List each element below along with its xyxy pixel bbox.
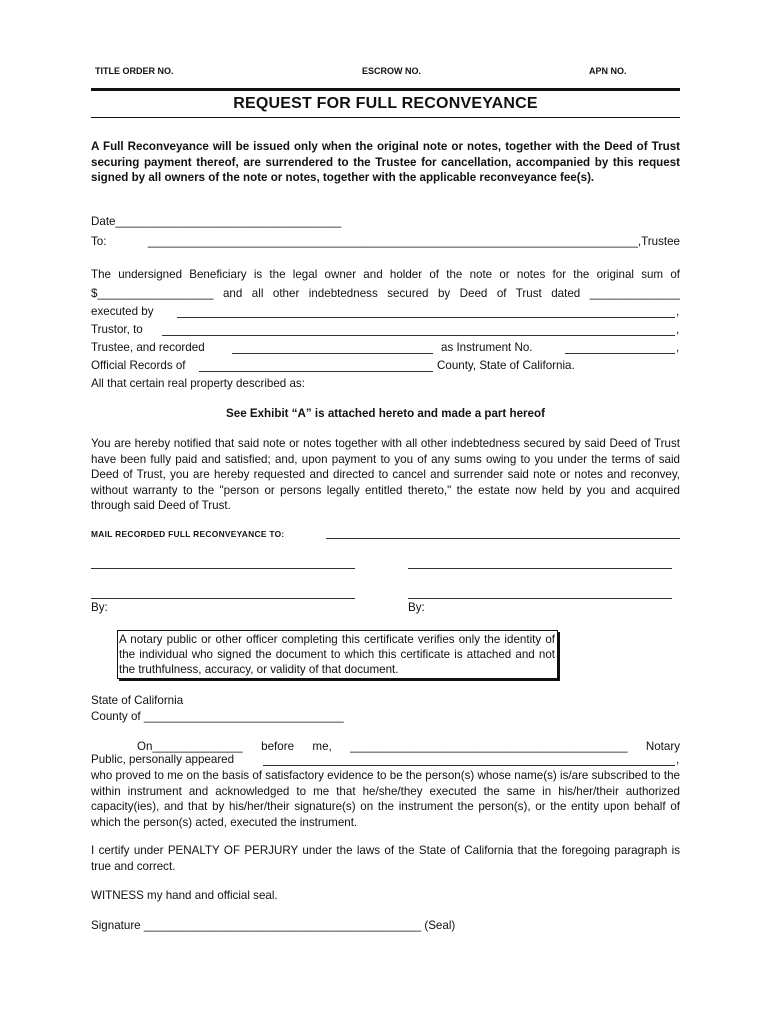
proof-paragraph: who proved to me on the basis of satisfactory evidence to be the person(s) whose name(s) is/are subscribed to the within instrument and acknowledged to me that he/she/they executed the same in his/her/their authorized capacity(ies), and that by his/her/their signature(s) on the instrument the person(s), or the entity upon behalf of which the person(s) acted, executed the instrument. — [91, 769, 680, 829]
sum-and-date-field[interactable]: $__________________ and all other indebtedness secured by Deed of Trust dated ______________ — [91, 287, 680, 300]
intro-paragraph: A Full Reconveyance will be issued only when the original note or notes, together with the Deed of Trust securing payment thereof, are surrendered to the Trustee for cancellation, accompanied by this request signed by all owners of the note or notes, together with the applicable reconveyance fee(s). — [91, 140, 680, 185]
signature-line-right-2[interactable] — [408, 598, 672, 599]
property-description-label: All that certain real property described as: — [91, 377, 305, 390]
notary-on-line[interactable]: On______________ before me, ___________________________________________ Notary — [137, 740, 680, 753]
signature-line-left-1[interactable] — [91, 568, 355, 569]
exhibit-notice: See Exhibit “A” is attached hereto and made a part hereof — [226, 407, 545, 420]
mail-to-field[interactable] — [326, 538, 680, 539]
instrument-label: as Instrument No. — [441, 341, 533, 354]
personally-appeared-label: Public, personally appeared — [91, 753, 235, 766]
personally-appeared-field[interactable] — [263, 765, 675, 766]
trustor-comma: , — [676, 323, 680, 336]
perjury-paragraph: I certify under PENALTY OF PERJURY under the laws of the State of California that the foregoing paragraph is true and correct. — [91, 844, 680, 873]
title-order-label: TITLE ORDER NO. — [95, 66, 174, 76]
by-label-left: By: — [91, 601, 108, 614]
instrument-number-field[interactable] — [565, 353, 675, 354]
signature-seal-field[interactable]: Signature ___________________________________________ (Seal) — [91, 919, 456, 932]
by-label-right: By: — [408, 601, 425, 614]
witness-line: WITNESS my hand and official seal. — [91, 889, 278, 902]
executed-by-comma: , — [676, 305, 680, 318]
trustee-recorded-label: Trustee, and recorded — [91, 341, 205, 354]
official-records-label: Official Records of — [91, 359, 186, 372]
apn-label: APN NO. — [589, 66, 627, 76]
notary-disclaimer-box: A notary public or other officer completing this certificate verifies only the identity of the individual who signed the document to which this certificate is attached and not the truthfulness, accuracy, or validity of that document. — [117, 630, 558, 679]
document-title: REQUEST FOR FULL RECONVEYANCE — [233, 95, 538, 112]
header-rule-top — [91, 88, 680, 91]
recorded-date-field[interactable] — [232, 353, 433, 354]
official-records-county-field[interactable] — [199, 371, 433, 372]
date-field[interactable]: Date___________________________________ — [91, 215, 342, 228]
notified-paragraph: You are hereby notified that said note or notes together with all other indebtedness secured by said Deed of Trust have been fully paid and satisfied; and, upon payment to you of any sums owing to you under the terms of said Deed of Trust, you are hereby requested and directed to cancel and surrender said note or notes and reconvey, without warranty to the "person or persons legally entitled thereto," the estate now held by you and acquired through said Deed of Trust. — [91, 437, 680, 513]
mail-label: MAIL RECORDED FULL RECONVEYANCE TO: — [91, 529, 285, 539]
personally-appeared-comma: , — [676, 753, 680, 766]
trustor-field[interactable] — [162, 335, 675, 336]
beneficiary-line: The undersigned Beneficiary is the legal owner and holder of the note or notes for the original sum of — [91, 268, 680, 281]
trustee-to-field[interactable]: To: ____________________________________________________________________________,Trustee — [91, 235, 680, 248]
signature-line-left-2[interactable] — [91, 598, 355, 599]
state-label: State of California — [91, 694, 184, 707]
executed-by-field[interactable] — [177, 317, 675, 318]
signature-line-right-1[interactable] — [408, 568, 672, 569]
escrow-label: ESCROW NO. — [362, 66, 422, 76]
county-state-label: County, State of California. — [437, 359, 575, 372]
trustor-label: Trustor, to — [91, 323, 143, 336]
county-field[interactable]: County of _______________________________ — [91, 710, 344, 723]
instrument-comma: , — [676, 341, 680, 354]
header-rule-bottom — [91, 117, 680, 118]
executed-by-label: executed by — [91, 305, 154, 318]
